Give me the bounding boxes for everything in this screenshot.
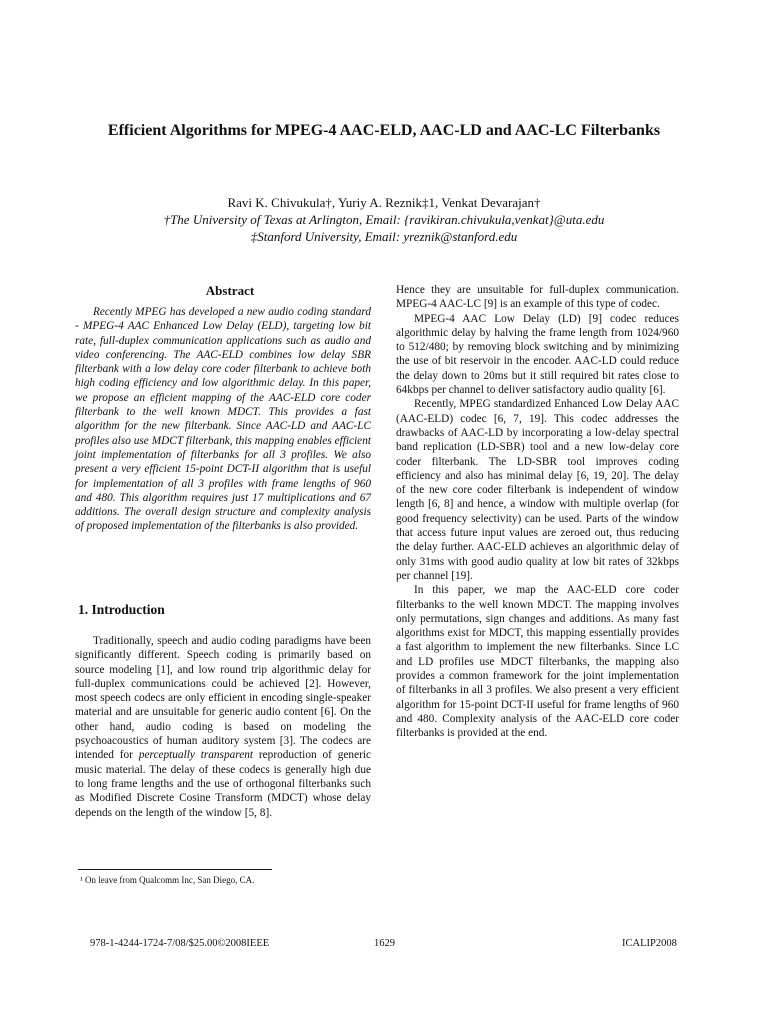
introduction-body bbox=[75, 634, 371, 820]
intro-emphasis: perceptually transparent bbox=[138, 749, 254, 762]
intro-text-part1: Traditionally, speech and audio coding paradigms have been significantly different. Speech coding is primarily based on source modeling [1], and low round trip algorithmic delay for full-duplex communications could be achieved [2]. However, most speech codecs are only efficient in encoding single-speaker material and are unsuitable for generic audio content [6]. On the other hand, audio coding is based on modeling the psychoacoustics of human auditory system [3]. The codecs are intended for bbox=[75, 635, 371, 762]
paper-title: Efficient Algorithms for MPEG-4 AAC-ELD, AAC-LD and AAC-LC Filterbanks bbox=[107, 122, 661, 139]
abstract-body bbox=[75, 305, 371, 534]
intro-text-part2: reproduction of generic music material. The delay of these codecs is generally high due to long frame lengths and the use of orthogonal filterbanks such as Modified Discrete Cosine Transform (MDCT) whose delay depends on the length of the window [5, 8]. bbox=[75, 749, 371, 819]
right-paragraph-4: In this paper, we map the AAC-ELD core coder filterbanks to the well known MDCT. The mapping involves only permutations, sign changes and additions. As many fast algorithms exist for MDCT, this mapping essentially provides a fast algorithm to implement the new filterbanks. Since LC and LD profiles use MDCT filterbanks, the mapping also provides a common framework for the joint implementation of filterbanks in all 3 profiles. We also present a very efficient algorithm for 15-point DCT-II useful for frame lengths of 960 and 480. Complexity analysis of the AAC-ELD core coder filterbanks is provided at the end. bbox=[396, 584, 679, 740]
abstract-text: Recently MPEG has developed a new audio coding standard - MPEG-4 AAC Enhanced Low Delay (ELD), targeting low bit rate, full-duplex communication applications such as audio and video conferencing. The AAC-ELD combines low delay SBR filterbank with a low delay core coder filterbank to achieve both high coding efficiency and low algorithmic delay. In this paper, we propose an efficient mapping of the AAC-ELD core coder filterbank to the well known MDCT. This provides a fast algorithm for the new filterbank. Since AAC-LD and AAC-LC profiles also use MDCT filterbank, this mapping enables efficient joint implementation of filterbanks for all 3 profiles. We also present a very efficient 15-point DCT-II algorithm that is useful for implementation of all 3 profiles with frame lengths of 960 and 480. This algorithm requires just 17 multiplications and 67 additions. The overall design structure and complexity analysis of proposed implementation of the filterbanks is also provided. bbox=[75, 306, 371, 533]
footer-page-number: 1629 bbox=[374, 938, 395, 949]
right-paragraph-1: Hence they are unsuitable for full-duplex communication. MPEG-4 AAC-LC [9] is an example of this type of codec. bbox=[396, 284, 679, 311]
introduction-paragraph bbox=[75, 634, 371, 820]
author-block bbox=[100, 194, 668, 245]
right-paragraph-2: MPEG-4 AAC Low Delay (LD) [9] codec reduces algorithmic delay by halving the frame length from 1024/960 to 512/480; by removing block switching and by minimizing the use of bit reservoir in the encoder. AAC-LD could reduce the delay down to 20ms but it still required bit rates close to 64kbps per channel to deliver satisfactory audio quality [6]. bbox=[396, 312, 679, 397]
footer-copyright: 978-1-4244-1724-7/08/$25.00©2008IEEE bbox=[90, 938, 270, 949]
footnote-divider bbox=[78, 869, 272, 870]
section-heading-introduction: 1. Introduction bbox=[78, 602, 165, 617]
footer-conference: ICALIP2008 bbox=[622, 938, 677, 949]
right-column bbox=[396, 283, 679, 741]
abstract-heading: Abstract bbox=[205, 283, 255, 298]
right-paragraph-3: Recently, MPEG standardized Enhanced Low Delay AAC (AAC-ELD) codec [6, 7, 19]. This codec addresses the drawbacks of AAC-LD by incorporating a low-delay spectral band replication (LD-SBR) tool and a new low-delay core coder filterbank. The LD-SBR tool improves coding efficiency and also has minimal delay [6, 19, 20]. The delay of the new core coder filterbank is independent of window length [6, 8] and hence, a window with multiple overlap (for good frequency selectivity) can be used. Parts of the window that access future input values are zeroed out, thus reducing the delay further. AAC-ELD achieves an algorithmic delay of only 31ms with good audio quality at low bit rates of 32kbps per channel [19]. bbox=[396, 398, 679, 582]
affiliation-stanford: ‡Stanford University, Email: yreznik@stanford.edu bbox=[250, 229, 518, 244]
footnote: ¹ On leave from Qualcomm Inc, San Diego, CA. bbox=[80, 875, 255, 885]
author-names: Ravi K. Chivukula†, Yuriy A. Reznik‡1, Venkat Devarajan† bbox=[227, 195, 541, 210]
affiliation-uta: †The University of Texas at Arlington, Email: {ravikiran.chivukula,venkat}@uta.edu bbox=[163, 212, 605, 227]
